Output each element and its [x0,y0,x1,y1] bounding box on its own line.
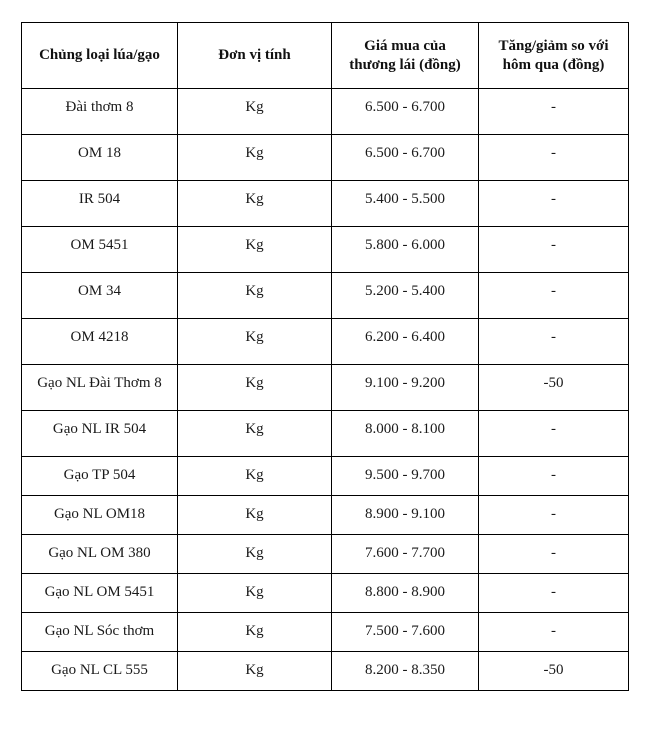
price-cell: 8.900 - 9.100 [332,496,479,535]
table-row [22,496,629,535]
unit-cell: Kg [178,273,332,319]
unit-cell: Kg [178,496,332,535]
col-header-price-label: Giá mua của thương lái (đồng) [349,37,461,73]
rice-type-cell: Gạo NL Đài Thơm 8 [22,365,178,411]
price-cell: 6.500 - 6.700 [332,135,479,181]
col-header-unit [178,23,332,89]
table-row [22,273,629,319]
price-cell: 6.500 - 6.700 [332,89,479,135]
unit-cell: Kg [178,135,332,181]
unit-cell: Kg [178,319,332,365]
change-cell: - [479,273,629,319]
table-row [22,457,629,496]
table-row [22,365,629,411]
change-cell: - [479,535,629,574]
unit-cell: Kg [178,365,332,411]
rice-type-cell: OM 34 [22,273,178,319]
unit-cell: Kg [178,89,332,135]
rice-type-cell: Đài thơm 8 [22,89,178,135]
col-header-change [479,23,629,89]
change-cell: -50 [479,652,629,691]
price-cell: 5.400 - 5.500 [332,181,479,227]
unit-cell: Kg [178,457,332,496]
col-header-unit-label: Đơn vị tính [218,47,291,64]
table-row [22,319,629,365]
table-row [22,652,629,691]
unit-cell: Kg [178,227,332,273]
rice-type-cell: Gạo NL Sóc thơm [22,613,178,652]
rice-type-cell: Gạo TP 504 [22,457,178,496]
unit-cell: Kg [178,535,332,574]
rice-type-cell: Gạo NL IR 504 [22,411,178,457]
header-row [22,23,629,89]
unit-cell: Kg [178,613,332,652]
rice-type-cell: OM 4218 [22,319,178,365]
price-cell: 8.000 - 8.100 [332,411,479,457]
price-cell: 6.200 - 6.400 [332,319,479,365]
rice-type-cell: Gạo NL OM18 [22,496,178,535]
change-cell: - [479,613,629,652]
table-row [22,135,629,181]
change-cell: - [479,135,629,181]
change-cell: - [479,574,629,613]
change-cell: - [479,457,629,496]
rice-type-cell: OM 5451 [22,227,178,273]
change-cell: - [479,319,629,365]
change-cell: - [479,181,629,227]
price-cell: 9.100 - 9.200 [332,365,479,411]
table-row [22,181,629,227]
change-cell: -50 [479,365,629,411]
table-row [22,89,629,135]
unit-cell: Kg [178,574,332,613]
table-row [22,535,629,574]
change-cell: - [479,496,629,535]
rice-type-cell: IR 504 [22,181,178,227]
price-cell: 8.200 - 8.350 [332,652,479,691]
price-cell: 8.800 - 8.900 [332,574,479,613]
col-header-price [332,23,479,89]
price-cell: 5.200 - 5.400 [332,273,479,319]
rice-type-cell: Gạo NL OM 5451 [22,574,178,613]
table-row [22,613,629,652]
rice-price-table [21,22,629,691]
change-cell: - [479,227,629,273]
table-row [22,574,629,613]
price-cell: 7.500 - 7.600 [332,613,479,652]
rice-type-cell: OM 18 [22,135,178,181]
price-cell: 5.800 - 6.000 [332,227,479,273]
col-header-rice-type-label: Chủng loại lúa/gạo [39,47,160,64]
unit-cell: Kg [178,181,332,227]
rice-type-cell: Gạo NL CL 555 [22,652,178,691]
unit-cell: Kg [178,652,332,691]
table-row [22,227,629,273]
change-cell: - [479,89,629,135]
rice-type-cell: Gạo NL OM 380 [22,535,178,574]
col-header-change-label: Tăng/giảm so với hôm qua (đồng) [498,37,609,73]
price-cell: 7.600 - 7.700 [332,535,479,574]
col-header-rice-type [22,23,178,89]
table-row [22,411,629,457]
price-cell: 9.500 - 9.700 [332,457,479,496]
unit-cell: Kg [178,411,332,457]
change-cell: - [479,411,629,457]
